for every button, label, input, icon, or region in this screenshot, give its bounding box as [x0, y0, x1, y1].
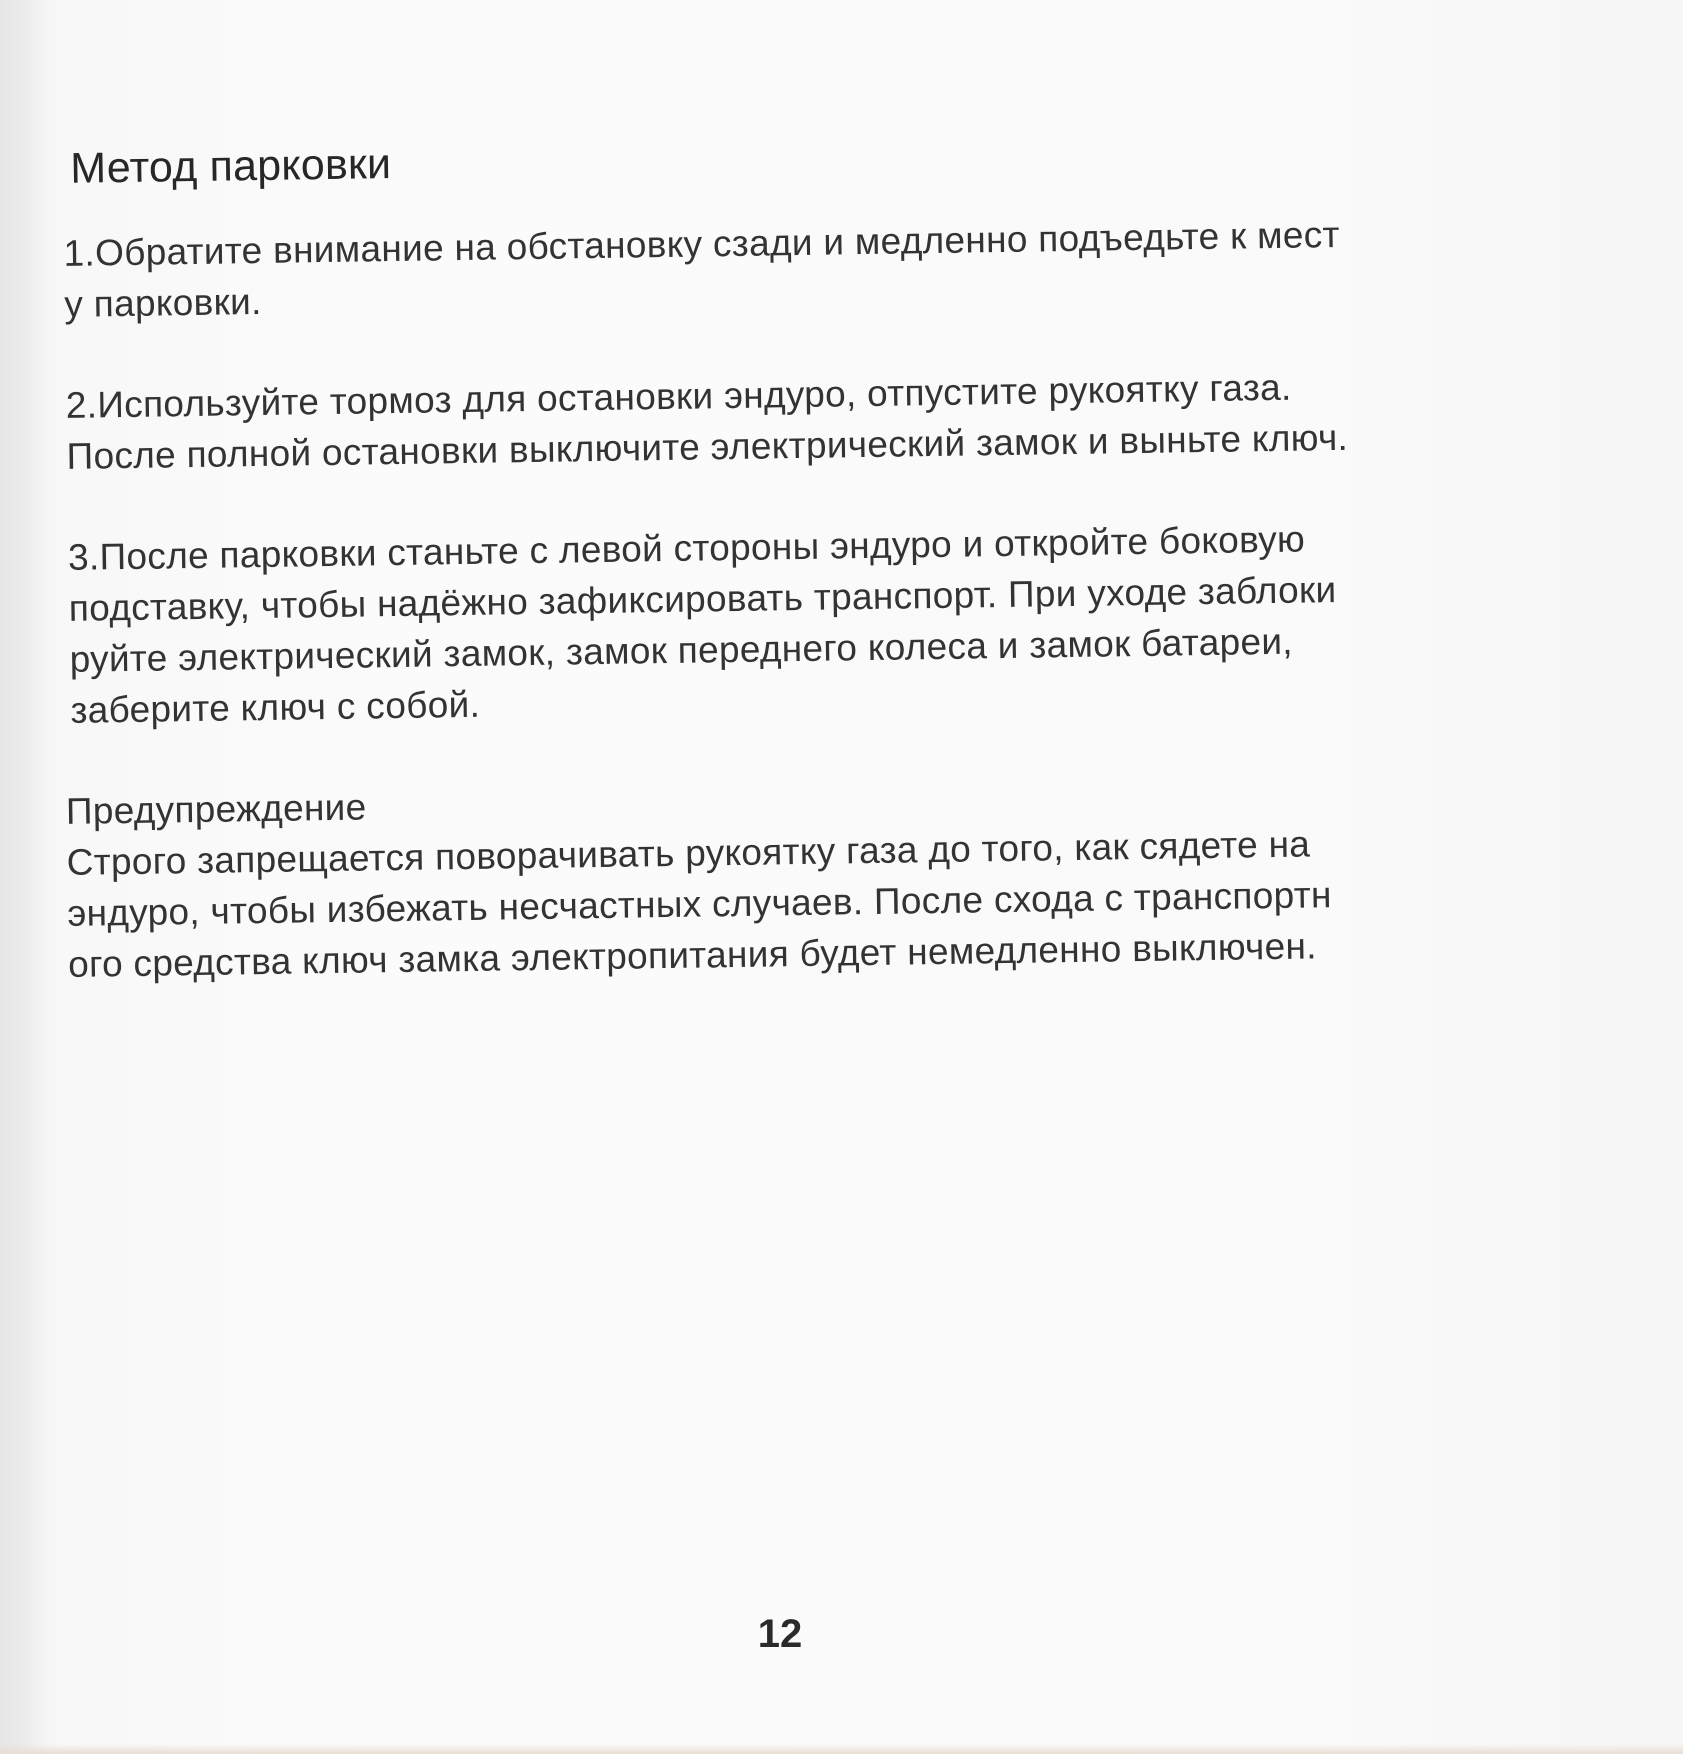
step-3 — [68, 509, 1625, 736]
step-1-line-2: у парковки. — [64, 280, 262, 325]
step-1-line-1: 1.Обратите внимание на обстановку сзади и медленно подъедьте к мест — [63, 213, 1341, 274]
warning-line-2: эндуро, чтобы избежать несчастных случаев. После схода с транспортн — [67, 874, 1332, 934]
warning-block — [66, 763, 1629, 990]
section-heading: Метод парковки — [69, 140, 392, 193]
step-3-line-1: 3.После парковки станьте с левой стороны эндуро и откройте боковую — [67, 518, 1306, 578]
step-1 — [63, 205, 1618, 330]
warning-title: Предупреждение — [65, 786, 367, 832]
page-number: 12 — [757, 1612, 803, 1656]
step-3-line-3: руйте электрический замок, замок переднего колеса и замок батареи, — [69, 620, 1294, 680]
warning-line-1: Строго запрещается поворачивать рукоятку газа до того, как сядете на — [66, 823, 1311, 883]
step-2 — [65, 357, 1620, 482]
page-shadow-bottom — [0, 1744, 1683, 1754]
warning-line-3: ого средства ключ замка электропитания будет немедленно выключен. — [67, 925, 1318, 985]
page-shadow-left — [0, 0, 46, 1754]
step-2-line-2: После полной остановки выключите электрический замок и выньте ключ. — [66, 416, 1349, 477]
page-content — [56, 122, 1628, 990]
step-2-line-1: 2.Используйте тормоз для остановки эндуро, отпустите рукоятку газа. — [65, 366, 1292, 426]
step-3-line-4: заберите ключ с собой. — [70, 683, 481, 731]
step-3-line-2: подставку, чтобы надёжно зафиксировать транспорт. При уходе заблоки — [68, 569, 1337, 629]
